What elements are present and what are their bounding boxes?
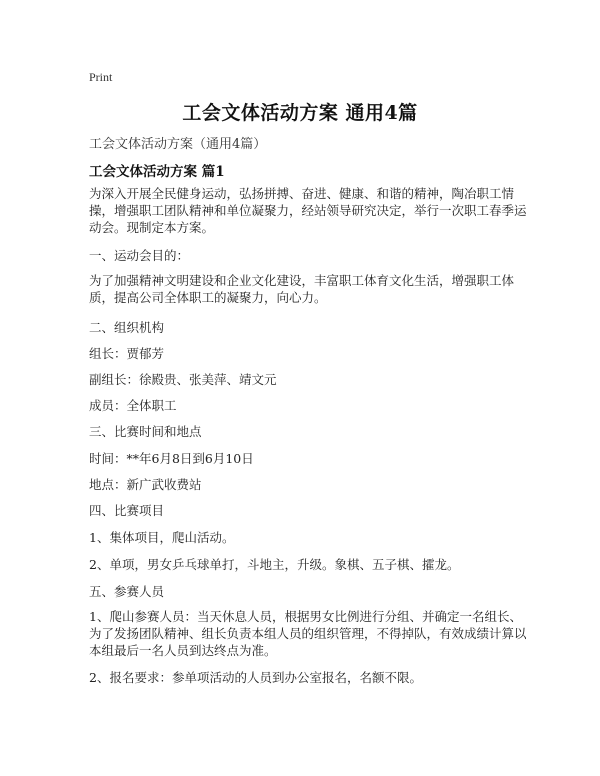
intro-paragraph: 为深入开展全民健身运动，弘扬拼搏、奋进、健康、和谐的精神，陶冶职工情操，增强职工团队精神和单位凝聚力，经站领导研究决定，举行一次职工春季运动会。现制定本方案。 xyxy=(89,186,527,235)
participants-heading: 五、参赛人员 xyxy=(89,584,165,599)
org-heading: 二、组织机构 xyxy=(89,320,165,335)
purpose-heading: 一、运动会目的： xyxy=(89,248,190,263)
events-heading: 四、比赛项目 xyxy=(89,503,165,518)
deputy-line: 副组长：徐殿贵、张美萍、靖文元 xyxy=(89,372,277,387)
time-line: 时间：**年6月8日到6月10日 xyxy=(89,451,254,466)
participants-climb-paragraph: 1、爬山参赛人员：当天休息人员，根据男女比例进行分组、并确定一名组长、为了发扬团队精神、组长负责本组人员的组织管理，不得掉队，有效成绩计算以本组最后一名人员到达终点为准。 xyxy=(89,609,527,658)
section-title: 工会文体活动方案 篇1 xyxy=(89,164,225,180)
leader-line: 组长：贾郁芳 xyxy=(89,346,165,361)
time-place-heading: 三、比赛时间和地点 xyxy=(89,424,202,439)
signup-line: 2、报名要求：参单项活动的人员到办公室报名，名额不限。 xyxy=(89,670,422,685)
event-single-line: 2、单项，男女乒乓球单打，斗地主，升级。象棋、五子棋、攉龙。 xyxy=(89,557,460,572)
members-line: 成员：全体职工 xyxy=(89,398,177,413)
purpose-paragraph: 为了加强精神文明建设和企业文化建设，丰富职工体育文化生活，增强职工体质，提高公司全体职工的凝聚力，向心力。 xyxy=(89,273,515,305)
place-line: 地点：新广武收费站 xyxy=(89,477,202,492)
document-subtitle: 工会文体活动方案（通用4篇） xyxy=(89,137,267,152)
event-group-line: 1、集体项目，爬山活动。 xyxy=(89,530,235,545)
print-label[interactable]: Print xyxy=(89,70,113,84)
document-title: 工会文体活动方案 通用4篇 xyxy=(182,102,418,124)
